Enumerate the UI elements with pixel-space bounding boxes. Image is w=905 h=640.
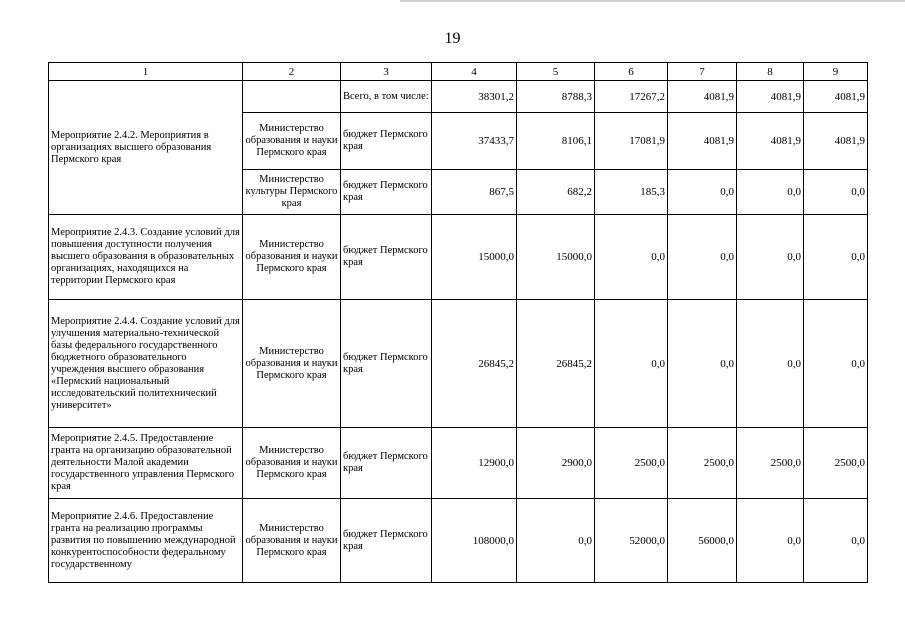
executor-cell: Министерство образования и науки Пермского края <box>243 215 341 300</box>
col-header: 3 <box>341 63 432 81</box>
activity-cell: Мероприятие 2.4.2. Мероприятия в организациях высшего образования Пермского края <box>49 81 243 215</box>
source-cell: Всего, в том числе: <box>341 81 432 113</box>
value-cell: 4081,9 <box>737 113 804 170</box>
value-cell: 37433,7 <box>432 113 517 170</box>
value-cell: 0,0 <box>737 499 804 583</box>
value-cell: 0,0 <box>737 215 804 300</box>
value-cell: 15000,0 <box>432 215 517 300</box>
activity-cell: Мероприятие 2.4.4. Создание условий для улучшения материально-технической базы федерального государственного бюджетного образовательного учреждения высшего образования «Пермский национальный исследовательский политехнический университет» <box>49 300 243 428</box>
value-cell: 2500,0 <box>595 428 668 499</box>
executor-cell: Министерство образования и науки Пермского края <box>243 300 341 428</box>
top-scan-line <box>400 0 905 2</box>
value-cell: 0,0 <box>737 300 804 428</box>
value-cell: 0,0 <box>804 215 868 300</box>
table-row <box>49 215 868 300</box>
value-cell: 0,0 <box>668 170 737 215</box>
executor-cell: Министерство образования и науки Пермского края <box>243 428 341 499</box>
value-cell: 26845,2 <box>432 300 517 428</box>
executor-cell <box>243 81 341 113</box>
value-cell: 2900,0 <box>517 428 595 499</box>
value-cell: 12900,0 <box>432 428 517 499</box>
value-cell: 682,2 <box>517 170 595 215</box>
value-cell: 17267,2 <box>595 81 668 113</box>
executor-cell: Министерство образования и науки Пермского края <box>243 499 341 583</box>
col-header: 8 <box>737 63 804 81</box>
col-header: 7 <box>668 63 737 81</box>
col-header: 4 <box>432 63 517 81</box>
value-cell: 15000,0 <box>517 215 595 300</box>
value-cell: 0,0 <box>595 300 668 428</box>
value-cell: 185,3 <box>595 170 668 215</box>
activity-cell: Мероприятие 2.4.6. Предоставление гранта на реализацию программы развития по повышению международной конкурентоспособности федеральному государственному <box>49 499 243 583</box>
source-cell: бюджет Пермского края <box>341 499 432 583</box>
value-cell: 0,0 <box>804 499 868 583</box>
value-cell: 4081,9 <box>804 81 868 113</box>
value-cell: 0,0 <box>737 170 804 215</box>
value-cell: 52000,0 <box>595 499 668 583</box>
table-row <box>49 300 868 428</box>
value-cell: 2500,0 <box>804 428 868 499</box>
value-cell: 4081,9 <box>804 113 868 170</box>
value-cell: 0,0 <box>804 300 868 428</box>
value-cell: 0,0 <box>668 300 737 428</box>
col-header: 9 <box>804 63 868 81</box>
value-cell: 0,0 <box>595 215 668 300</box>
value-cell: 108000,0 <box>432 499 517 583</box>
value-cell: 0,0 <box>804 170 868 215</box>
value-cell: 4081,9 <box>668 81 737 113</box>
value-cell: 8106,1 <box>517 113 595 170</box>
value-cell: 867,5 <box>432 170 517 215</box>
source-cell: бюджет Пермского края <box>341 300 432 428</box>
col-header: 2 <box>243 63 341 81</box>
value-cell: 0,0 <box>517 499 595 583</box>
page-number: 19 <box>444 30 461 47</box>
header-row <box>49 63 868 81</box>
table-row <box>49 428 868 499</box>
col-header: 6 <box>595 63 668 81</box>
value-cell: 38301,2 <box>432 81 517 113</box>
source-cell: бюджет Пермского края <box>341 170 432 215</box>
value-cell: 17081,9 <box>595 113 668 170</box>
source-cell: бюджет Пермского края <box>341 113 432 170</box>
col-header: 1 <box>49 63 243 81</box>
col-header: 5 <box>517 63 595 81</box>
value-cell: 2500,0 <box>668 428 737 499</box>
budget-table <box>48 62 868 583</box>
value-cell: 8788,3 <box>517 81 595 113</box>
value-cell: 26845,2 <box>517 300 595 428</box>
activity-cell: Мероприятие 2.4.5. Предоставление гранта на организацию образовательной деятельности Малой академии государственного управления Пермского края <box>49 428 243 499</box>
source-cell: бюджет Пермского края <box>341 428 432 499</box>
source-cell: бюджет Пермского края <box>341 215 432 300</box>
value-cell: 0,0 <box>668 215 737 300</box>
value-cell: 4081,9 <box>737 81 804 113</box>
executor-cell: Министерство культуры Пермского края <box>243 170 341 215</box>
table-row <box>49 81 868 113</box>
activity-cell: Мероприятие 2.4.3. Создание условий для повышения доступности получения высшего образования в образовательных организациях, находящихся на территории Пермского края <box>49 215 243 300</box>
table-row <box>49 499 868 583</box>
value-cell: 56000,0 <box>668 499 737 583</box>
executor-cell: Министерство образования и науки Пермского края <box>243 113 341 170</box>
value-cell: 4081,9 <box>668 113 737 170</box>
value-cell: 2500,0 <box>737 428 804 499</box>
